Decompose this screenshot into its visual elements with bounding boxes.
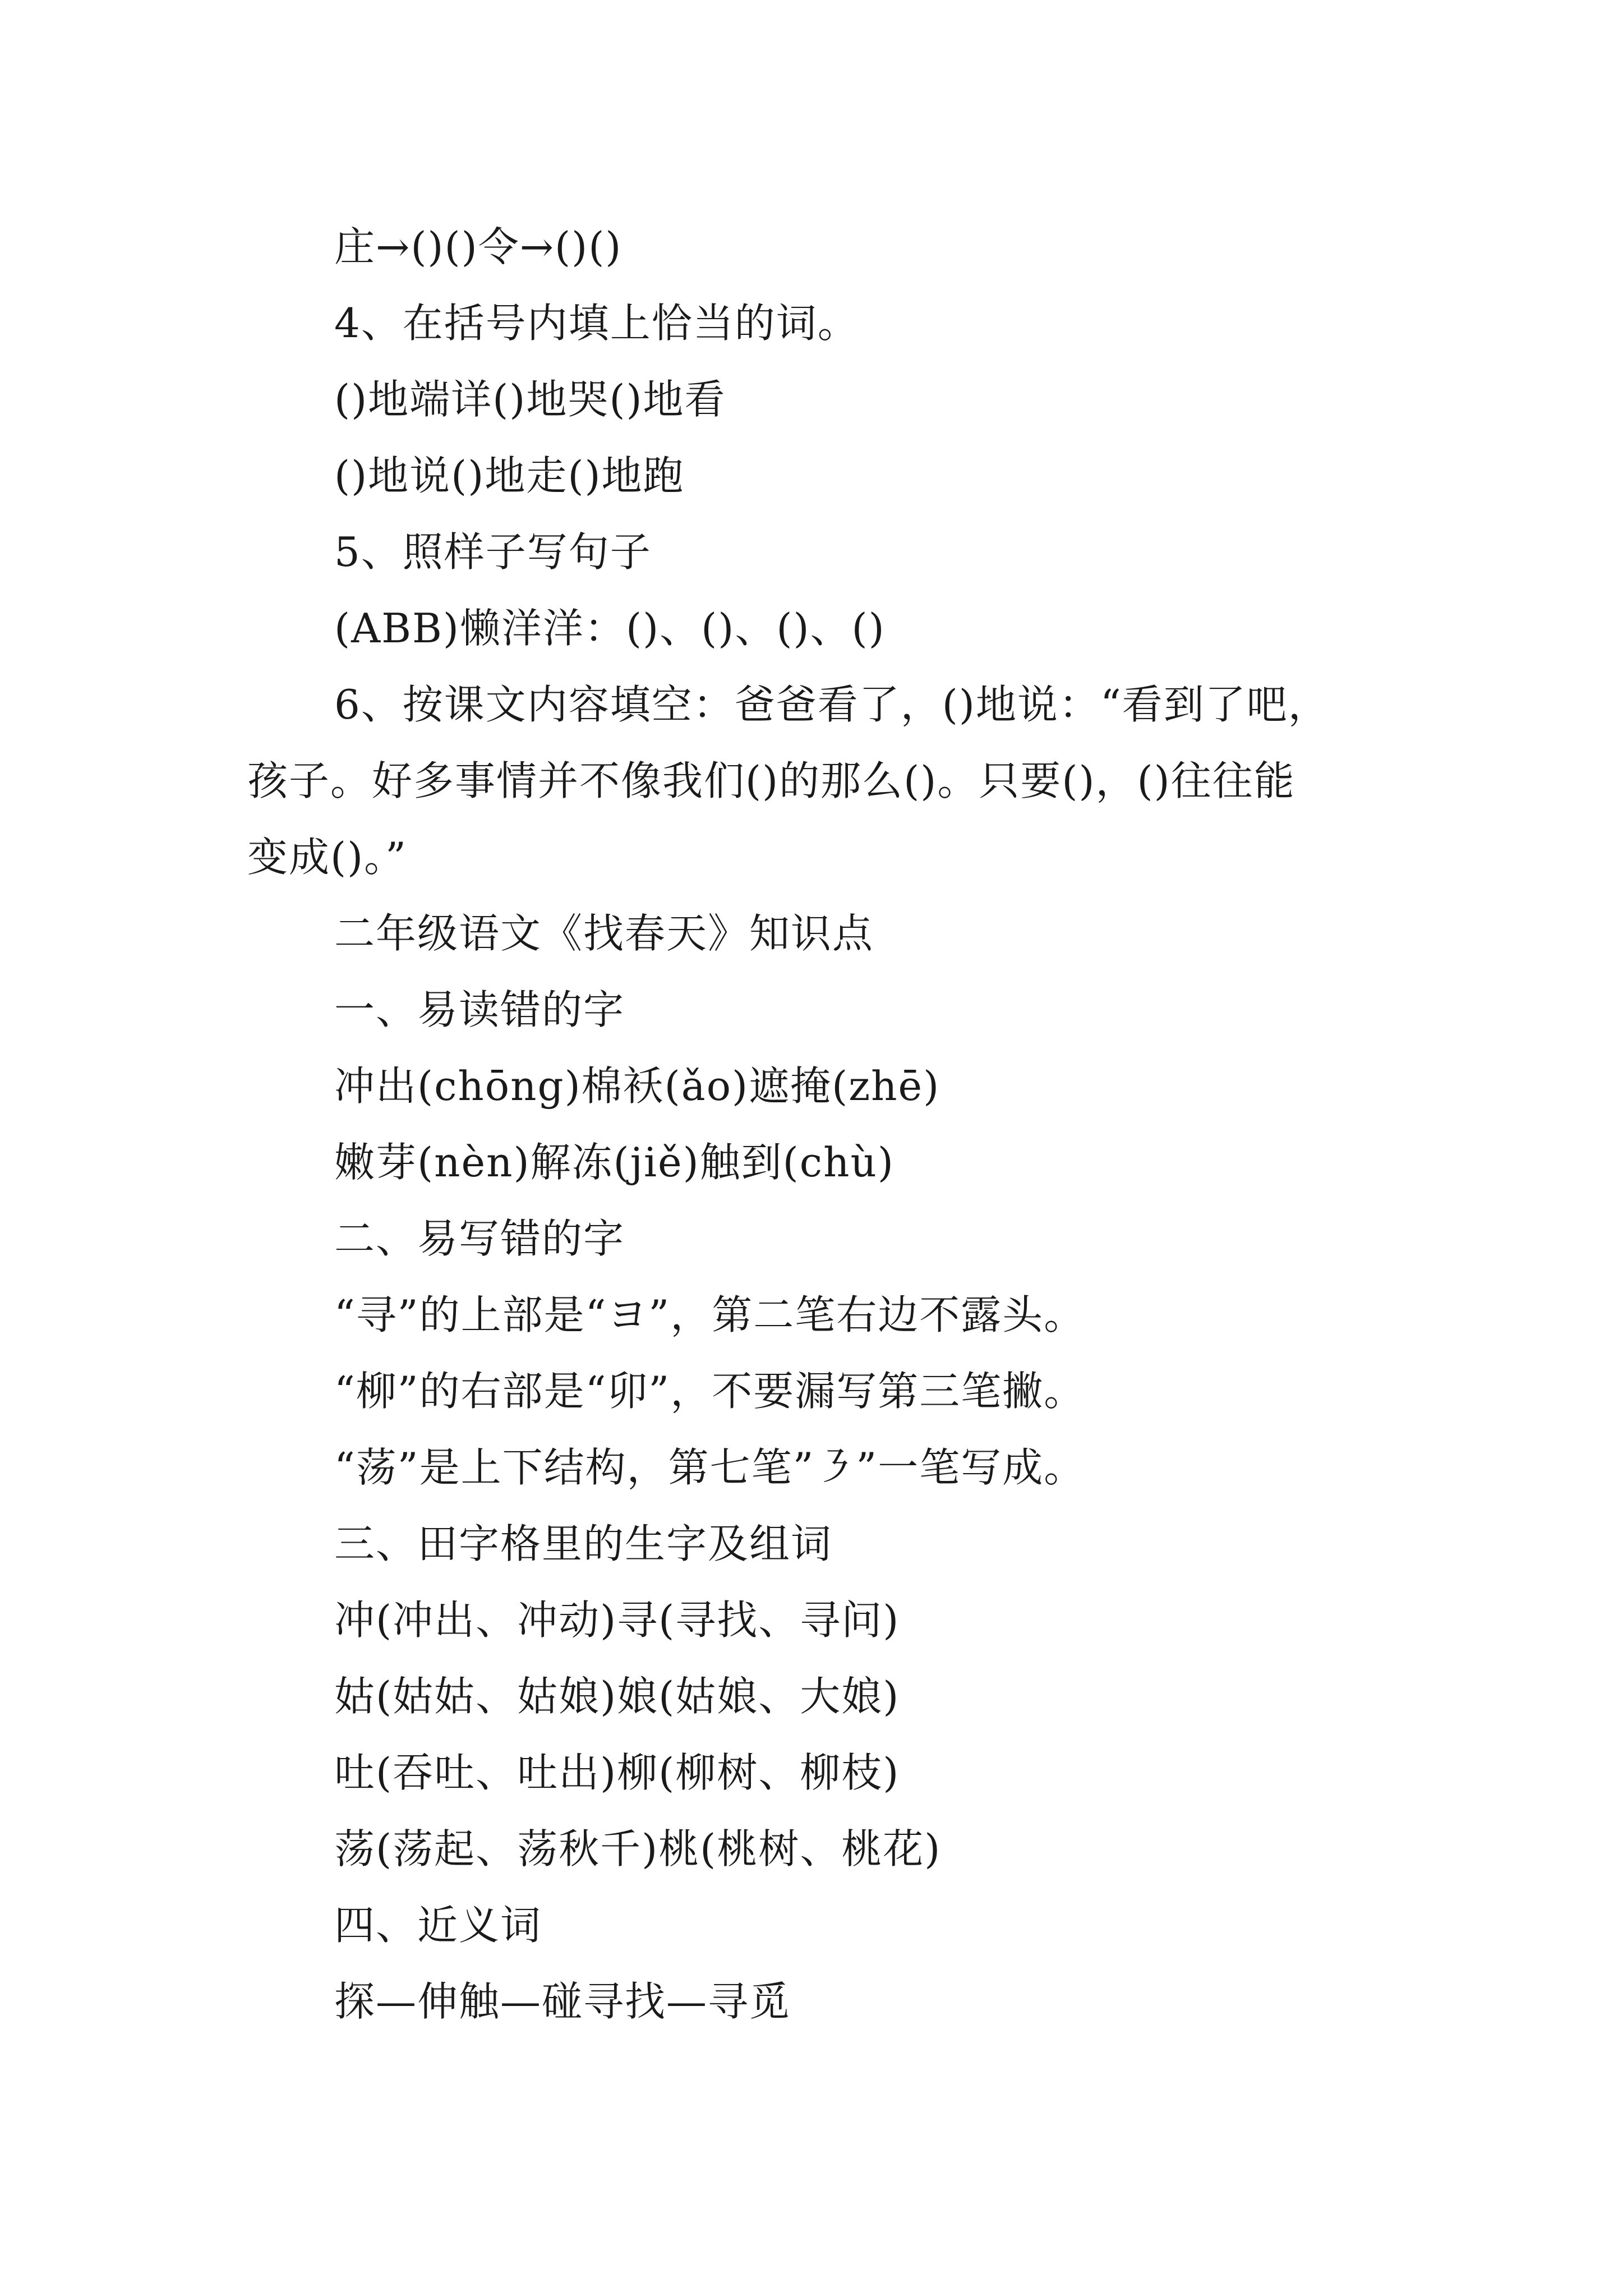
- paragraph-line: 变成()。”: [247, 834, 407, 881]
- section-heading: 一、易读错的字: [334, 986, 625, 1033]
- section-heading: 二、易写错的字: [334, 1215, 625, 1262]
- section-heading: 四、近义词: [334, 1902, 542, 1949]
- section-heading: 三、田字格里的生字及组词: [334, 1520, 833, 1567]
- text-line: (ABB)懒洋洋：()、()、()、(): [334, 605, 886, 652]
- text-line: 嫩芽(nèn)解冻(jiě)触到(chù): [334, 1139, 895, 1186]
- text-line: ()地说()地走()地跑: [334, 452, 685, 499]
- question-5-heading: 5、照样子写句子: [334, 528, 652, 576]
- paragraph-line: 6、按课文内容填空：爸爸看了，()地说：“看到了吧，: [334, 681, 1330, 728]
- text-line: 探—伸触—碰寻找—寻觅: [334, 1978, 791, 2025]
- text-line: 庄→()()令→()(): [334, 223, 623, 270]
- question-4-heading: 4、在括号内填上恰当的词。: [334, 300, 859, 347]
- text-line: 荡(荡起、荡秋千)桃(桃树、桃花): [334, 1825, 942, 1872]
- paragraph-line: 孩子。好多事情并不像我们()的那么()。只要()，()往往能: [247, 757, 1295, 804]
- section-title: 二年级语文《找春天》知识点: [334, 910, 874, 957]
- text-line: 姑(姑姑、姑娘)娘(姑娘、大娘): [334, 1673, 900, 1720]
- document-body: [247, 209, 1386, 2040]
- question-6-paragraph: [247, 666, 1386, 895]
- text-line: 冲出(chōng)棉袄(ǎo)遮掩(zhē): [334, 1062, 940, 1110]
- text-line: 冲(冲出、冲动)寻(寻找、寻问): [334, 1596, 900, 1644]
- text-line: “柳”的右部是“卯”，不要漏写第三笔撇。: [334, 1368, 1086, 1415]
- text-line: 吐(吞吐、吐出)柳(柳树、柳枝): [334, 1749, 900, 1796]
- text-line: “寻”的上部是“ヨ”，第二笔右边不露头。: [334, 1291, 1086, 1338]
- text-line: ()地端详()地哭()地看: [334, 376, 726, 423]
- text-line: “荡”是上下结构，第七笔”㇋”一笔写成。: [334, 1444, 1086, 1491]
